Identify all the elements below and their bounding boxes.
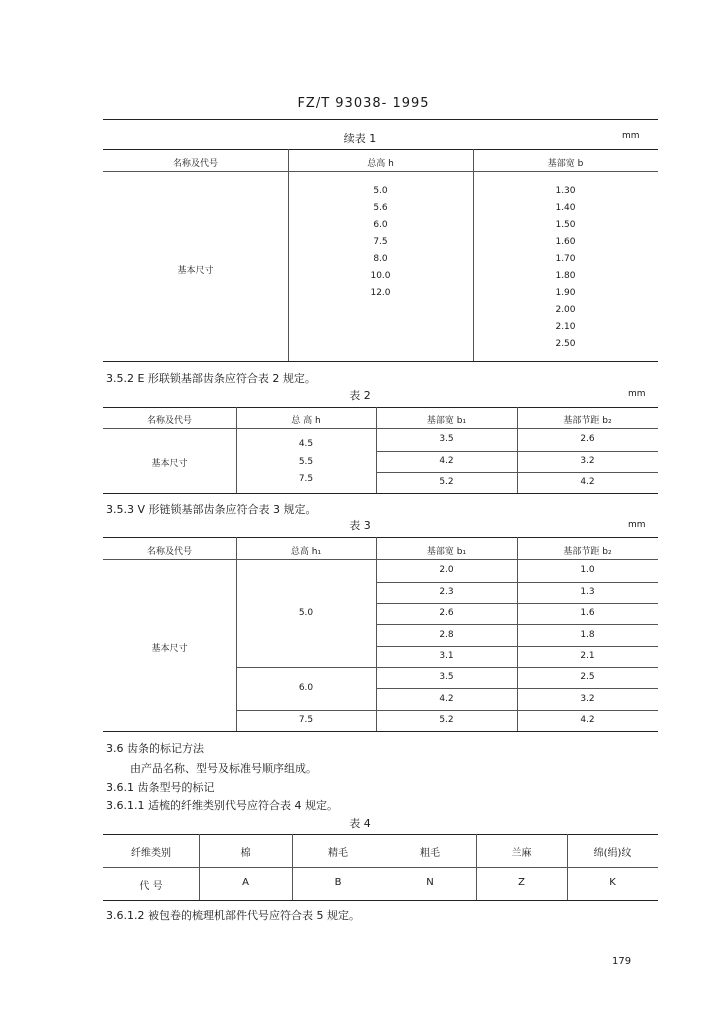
table4-caption: 表 4 [349, 817, 371, 830]
table4-code-fine-wool: B [334, 877, 342, 888]
table2-height-value: 5.5 [298, 457, 314, 467]
table4-fiber-silk: 绵(绢)纹 [593, 848, 632, 859]
table2-header-height: 总 高 h [291, 416, 321, 426]
table3-width-value: 3.5 [439, 672, 454, 682]
header-rule [103, 119, 658, 120]
table4-code-ramie: Z [518, 877, 525, 888]
table4-bottom-border [103, 900, 658, 901]
table3-pitch-value: 3.2 [580, 694, 595, 704]
section-3-6: 3.6 齿条的标记方法 [106, 742, 204, 755]
table3-pitch-value: 1.8 [580, 630, 595, 640]
table3-width-value: 2.0 [439, 565, 454, 575]
table3-row-border [236, 667, 658, 668]
table4-code-cotton: A [242, 877, 249, 888]
table2-caption: 表 2 [349, 389, 371, 402]
table1-width-value: 1.50 [555, 220, 576, 230]
table2-header-width: 基部宽 b₁ [426, 416, 467, 426]
table2-pitch-value: 3.2 [580, 456, 595, 466]
table4-top-border [103, 834, 658, 835]
table3-caption: 表 3 [349, 519, 371, 532]
table3-header-name: 名称及代号 [146, 547, 192, 557]
table1-width-value: 1.60 [555, 237, 576, 247]
table4-fiber-label: 纤维类别 [131, 848, 171, 859]
section-3-6-1-1: 3.6.1.1 适梳的纤维类别代号应符合表 4 规定。 [106, 799, 338, 812]
table1-height-value: 6.0 [373, 220, 388, 230]
table1-width-value: 1.40 [555, 203, 576, 213]
table3-row-border [236, 710, 658, 711]
table2-top-border [103, 407, 658, 408]
table1-height-value: 5.0 [373, 186, 388, 196]
section-3-5-2: 3.5.2 E 形联锁基部齿条应符合表 2 规定。 [106, 372, 316, 385]
table2-header-name: 名称及代号 [146, 416, 192, 426]
table1-header-name: 名称及代号 [172, 159, 218, 169]
table2-pitch-value: 4.2 [580, 477, 595, 487]
table3-width-value: 4.2 [439, 694, 454, 704]
table3-width-value: 2.6 [439, 608, 454, 618]
table3-col-divider-1 [236, 537, 237, 731]
table1-width-value: 1.70 [555, 254, 576, 264]
table2-header-border [103, 428, 658, 429]
table1-height-value: 5.6 [373, 203, 388, 213]
section-3-6-1-2: 3.6.1.2 被包卷的梳理机部件代号应符合表 5 规定。 [106, 909, 360, 922]
section-3-6-1: 3.6.1 齿条型号的标记 [106, 781, 215, 794]
section-3-5-3: 3.5.3 V 形链锁基部齿条应符合表 3 规定。 [106, 503, 317, 516]
table3-pitch-value: 2.5 [580, 672, 595, 682]
table4-fiber-coarse-wool: 粗毛 [420, 848, 440, 859]
table2-width-value: 5.2 [439, 477, 454, 487]
table3-header-border [103, 559, 658, 560]
table1-width-value: 2.50 [555, 339, 576, 349]
table4-code-silk: K [609, 877, 616, 888]
table3-width-value: 3.1 [439, 651, 454, 661]
table4-fiber-ramie: 兰麻 [511, 848, 532, 859]
table1-height-value: 8.0 [373, 254, 388, 264]
table2-bottom-border [103, 493, 658, 494]
table4-row-border [103, 867, 658, 868]
table3-header-pitch: 基部节距 b₂ [563, 547, 612, 557]
table3-header-width: 基部宽 b₁ [426, 547, 467, 557]
table3-row-label: 基本尺寸 [151, 644, 188, 654]
table1-width-value: 1.30 [555, 186, 576, 196]
table4-code-label: 代 号 [139, 881, 163, 892]
table1-caption: 续表 1 [343, 132, 377, 145]
table3-pitch-value: 1.3 [580, 587, 595, 597]
table2-width-value: 4.2 [439, 456, 454, 466]
table3-width-value: 2.3 [439, 587, 454, 597]
table1-height-value: 7.5 [373, 237, 388, 247]
standard-code-header: FZ/T 93038- 1995 [297, 96, 430, 111]
table3-header-height: 总高 h₁ [290, 547, 322, 557]
table3-unit: mm [628, 520, 646, 530]
table1-bottom-border [103, 361, 658, 362]
table2-row-label: 基本尺寸 [151, 459, 188, 469]
table3-pitch-value: 4.2 [580, 715, 595, 725]
table3-height-value: 7.5 [298, 715, 314, 725]
table3-height-value: 5.0 [298, 608, 314, 618]
table2-pitch-value: 2.6 [580, 434, 595, 444]
table4-code-coarse-wool: N [426, 877, 434, 888]
section-3-6-body: 由产品名称、型号及标准号顺序组成。 [130, 762, 317, 775]
table1-width-value: 1.80 [555, 271, 576, 281]
table1-width-value: 2.00 [555, 305, 576, 315]
table3-width-value: 2.8 [439, 630, 454, 640]
table1-row-label: 基本尺寸 [177, 266, 214, 276]
table3-bottom-border [103, 731, 658, 732]
table3-pitch-value: 2.1 [580, 651, 595, 661]
table1-height-value: 10.0 [370, 271, 391, 281]
table3-width-value: 5.2 [439, 715, 454, 725]
table1-height-value: 12.0 [370, 288, 391, 298]
table1-width-value: 2.10 [555, 322, 576, 332]
table3-height-value: 6.0 [298, 683, 314, 693]
table2-unit: mm [628, 389, 646, 399]
page-number: 179 [612, 956, 632, 967]
table1-unit: mm [622, 131, 640, 141]
table1-header-height: 总高 h [367, 159, 394, 169]
table2-header-pitch: 基部节距 b₂ [563, 416, 612, 426]
table3-pitch-value: 1.0 [580, 565, 595, 575]
table1-width-value: 1.90 [555, 288, 576, 298]
table1-header-width: 基部宽 b [547, 159, 584, 169]
table3-top-border [103, 537, 658, 538]
table1-header-border [103, 171, 658, 172]
table2-width-value: 3.5 [439, 434, 454, 444]
table4-fiber-fine-wool: 精毛 [328, 848, 348, 859]
table2-height-value: 4.5 [298, 439, 314, 449]
table1-top-border [103, 149, 658, 150]
table2-height-value: 7.5 [298, 474, 314, 484]
table3-pitch-value: 1.6 [580, 608, 595, 618]
table4-fiber-cotton: 棉 [240, 848, 251, 859]
